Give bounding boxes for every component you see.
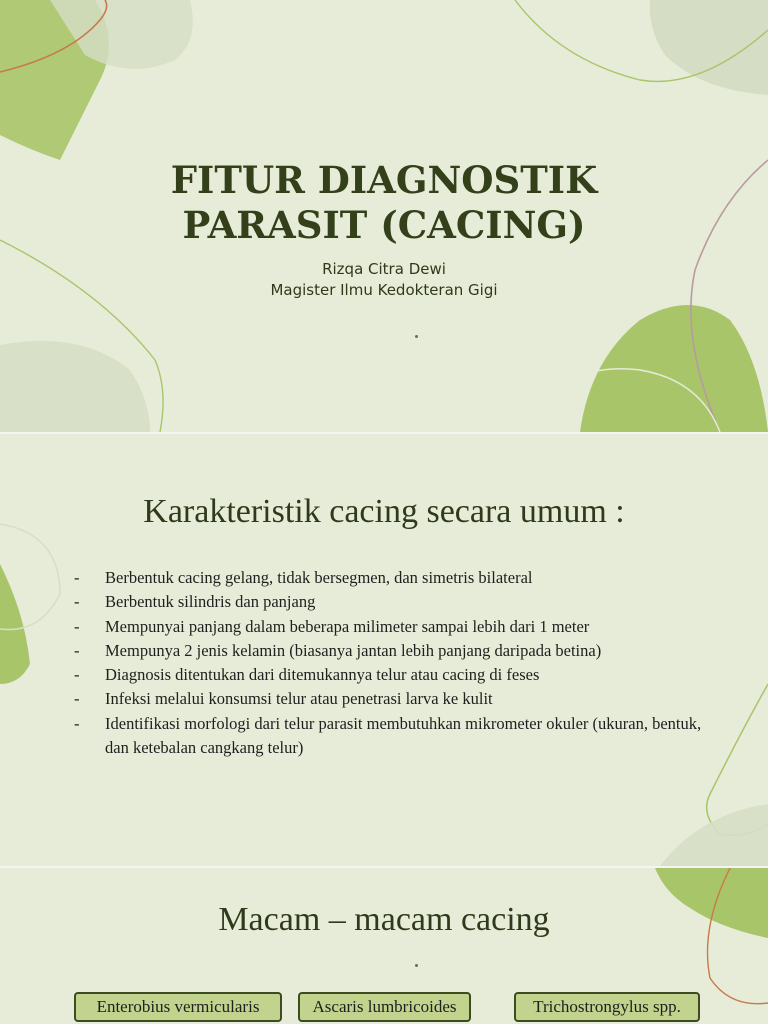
bullet-marker: -	[74, 665, 80, 685]
list-item	[74, 590, 714, 614]
list-item	[74, 687, 714, 711]
list-item	[74, 615, 714, 639]
tag-ascaris-lumbricoides[interactable]: Ascaris lumbricoides	[298, 992, 471, 1022]
list-item-text: Identifikasi morfologi dari telur parasit membutuhkan mikrometer okuler (ukuran, bentuk, dan ketebalan cangkang telur)	[105, 713, 702, 758]
title-line-2: PARASIT (CACING)	[182, 203, 586, 247]
bullet-marker: -	[74, 616, 80, 636]
bullet-marker: -	[74, 640, 80, 660]
tag-enterobius-vermicularis[interactable]: Enterobius vermicularis	[74, 992, 282, 1022]
section-heading: Karakteristik cacing secara umum :	[143, 493, 625, 530]
list-item	[74, 712, 714, 761]
list-item-text: Berbentuk silindris dan panjang	[105, 592, 316, 612]
list-item-text: Infeksi melalui konsumsi telur atau penetrasi larva ke kulit	[105, 689, 493, 709]
list-item-text: Diagnosis ditentukan dari ditemukannya telur atau cacing di feses	[105, 665, 540, 685]
list-item-text: Mempunya 2 jenis kelamin (biasanya jantan lebih panjang daripada betina)	[105, 640, 602, 660]
tag-trichostrongylus[interactable]: Trichostrongylus spp.	[514, 992, 700, 1022]
author-name: Rizqa Citra Dewi	[322, 260, 446, 278]
bullet-marker: -	[74, 713, 80, 733]
page-title	[0, 158, 768, 248]
speck	[415, 335, 418, 338]
section-heading-worm-types: Macam – macam cacing	[218, 901, 550, 938]
list-item-text: Mempunyai panjang dalam beberapa milimeter sampai lebih dari 1 meter	[105, 616, 590, 636]
bullet-marker: -	[74, 592, 80, 612]
bullet-marker: -	[74, 689, 80, 709]
list-item-text: Berbentuk cacing gelang, tidak bersegmen, dan simetris bilateral	[105, 568, 533, 587]
title-line-1: FITUR DIAGNOSTIK	[170, 158, 598, 202]
list-item	[74, 663, 714, 687]
list-item	[74, 566, 714, 590]
characteristics-list	[74, 566, 714, 760]
bullet-marker: -	[74, 568, 80, 587]
list-item	[74, 639, 714, 663]
author-affiliation: Magister Ilmu Kedokteran Gigi	[270, 281, 498, 299]
title-slide	[0, 0, 768, 432]
speck	[415, 964, 418, 967]
